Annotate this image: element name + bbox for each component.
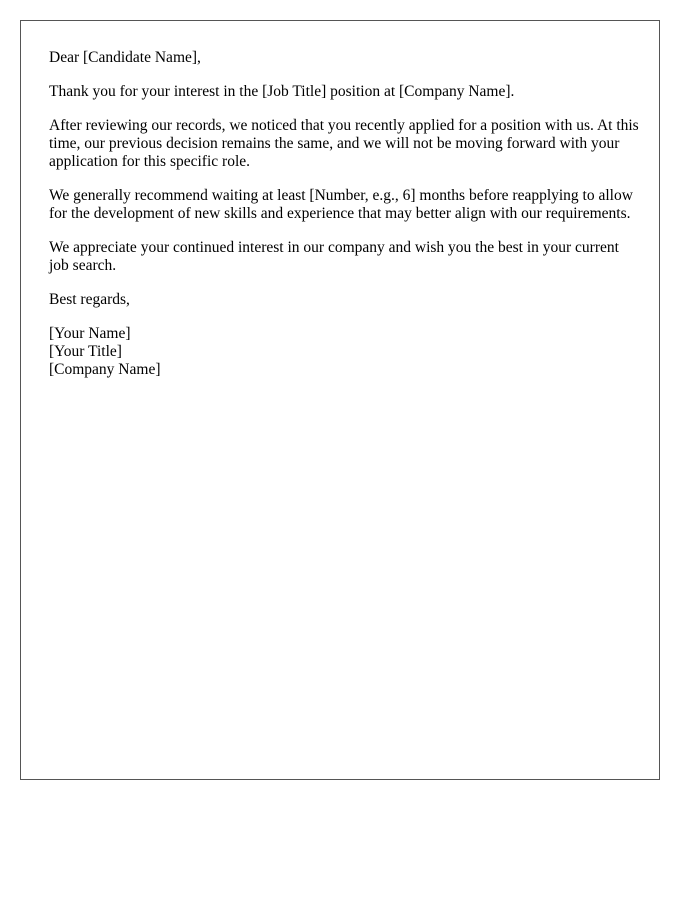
paragraph-appreciation: We appreciate your continued interest in our company and wish you the best in your current job search.	[49, 239, 619, 274]
paragraph-reapply: We generally recommend waiting at least [Number, e.g., 6] months before reapplying to allow for the development of new skills and experience that may better align with our requirements.	[49, 187, 633, 222]
signature-name: [Your Name]	[49, 325, 131, 342]
letter-page	[20, 20, 660, 780]
signature-block	[49, 325, 639, 379]
paragraph-decision: After reviewing our records, we noticed that you recently applied for a position with us. At this time, our previous decision remains the same, and we will not be moving forward with your application for this specific role.	[49, 117, 639, 170]
closing: Best regards,	[49, 291, 130, 308]
signature-title: [Your Title]	[49, 343, 122, 360]
signature-company: [Company Name]	[49, 361, 161, 378]
salutation: Dear [Candidate Name],	[49, 49, 201, 66]
paragraph-thanks: Thank you for your interest in the [Job Title] position at [Company Name].	[49, 83, 515, 100]
letter-body	[49, 49, 639, 379]
